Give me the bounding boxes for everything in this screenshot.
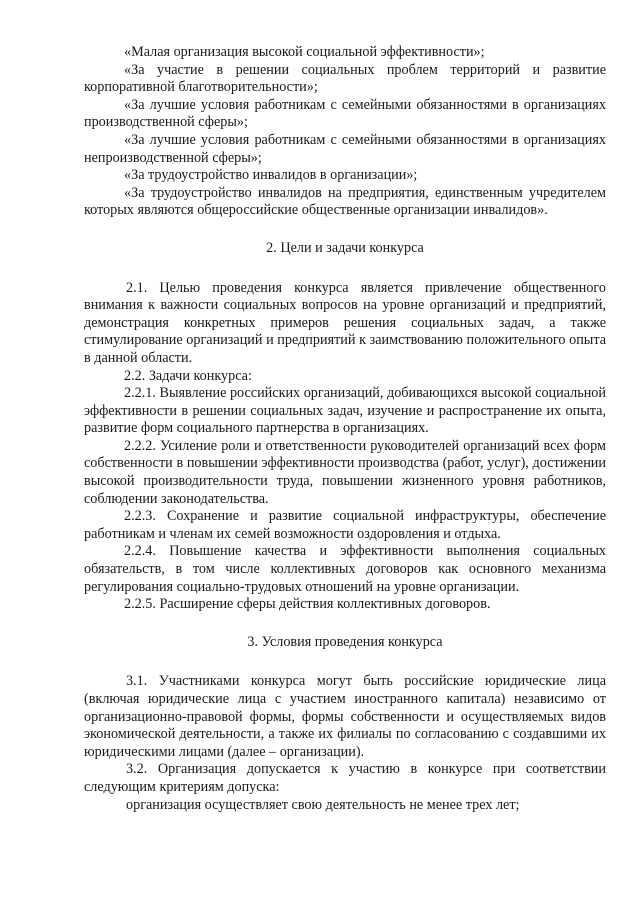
intro-item-1: «Малая организация высокой социальной эффективности»;	[124, 44, 485, 60]
intro-item-2: «За участие в решении социальных проблем территорий и развитие корпоративной благотворительности»;	[84, 61, 606, 96]
paragraph-2-2: 2.2. Задачи конкурса:	[124, 367, 252, 384]
paragraph-2-2-2: 2.2.2. Усиление роли и ответственности руководителей организаций всех форм собственности в повышении эффективности производства (работ, услуг), достижении высокой производительности труда, повышении жизненного уровня работников, соблюдении законодательства.	[84, 437, 606, 507]
intro-item-6: «За трудоустройство инвалидов на предприятия, единственным учредителем которых являются общероссийские общественные организации инвалидов».	[84, 184, 606, 219]
intro-item-4: «За лучшие условия работникам с семейными обязанностями в организациях непроизводственной сферы»;	[84, 131, 606, 166]
paragraph-2-2-5: 2.2.5. Расширение сферы действия коллективных договоров.	[124, 596, 491, 613]
section-3-heading: 3. Условия проведения конкурса	[247, 633, 443, 650]
paragraph-2-2-1: 2.2.1. Выявление российских организаций, добивающихся высокой социальной эффективности в решении социальных задач, изучение и распространение их опыта, развитие форм социального партнерства в организациях.	[84, 385, 606, 437]
paragraph-2-1: 2.1. Целью проведения конкурса является привлечение общественного внимания к важности социальных вопросов на уровне организаций и предприятий, демонстрация конкретных примеров решения социальных задач, а также стимулирование организаций и предприятий к заимствованию положительного опыта в данной области.	[84, 279, 606, 366]
paragraph-3-2: 3.2. Организация допускается к участию в конкурсе при соответствии следующим критериям допуска:	[84, 761, 606, 795]
intro-item-5: «За трудоустройство инвалидов в организации»;	[124, 167, 418, 184]
paragraph-2-2-3: 2.2.3. Сохранение и развитие социальной инфраструктуры, обеспечение работникам и членам их семей возможности оздоровления и отдыха.	[84, 508, 606, 542]
section-2-heading: 2. Цели и задачи конкурса	[266, 239, 424, 256]
paragraph-3-2-a: организация осуществляет свою деятельность не менее трех лет;	[126, 796, 520, 813]
paragraph-3-1: 3.1. Участниками конкурса могут быть российские юридические лица (включая юридические лица с участием иностранного капитала) независимо от организационно-правовой формы, формы собственности и осуществляемых видов экономической деятельности, а также их филиалы по согласованию с создавшими их юридическими лицами (далее – организации).	[84, 673, 606, 760]
paragraph-2-2-4: 2.2.4. Повышение качества и эффективности выполнения социальных обязательств, в том числе коллективных договоров как основного механизма регулирования социально-трудовых отношений на уровне организации.	[84, 543, 606, 595]
intro-item-3: «За лучшие условия работникам с семейными обязанностями в организациях производственной сферы»;	[84, 96, 606, 131]
document-page	[84, 44, 606, 814]
